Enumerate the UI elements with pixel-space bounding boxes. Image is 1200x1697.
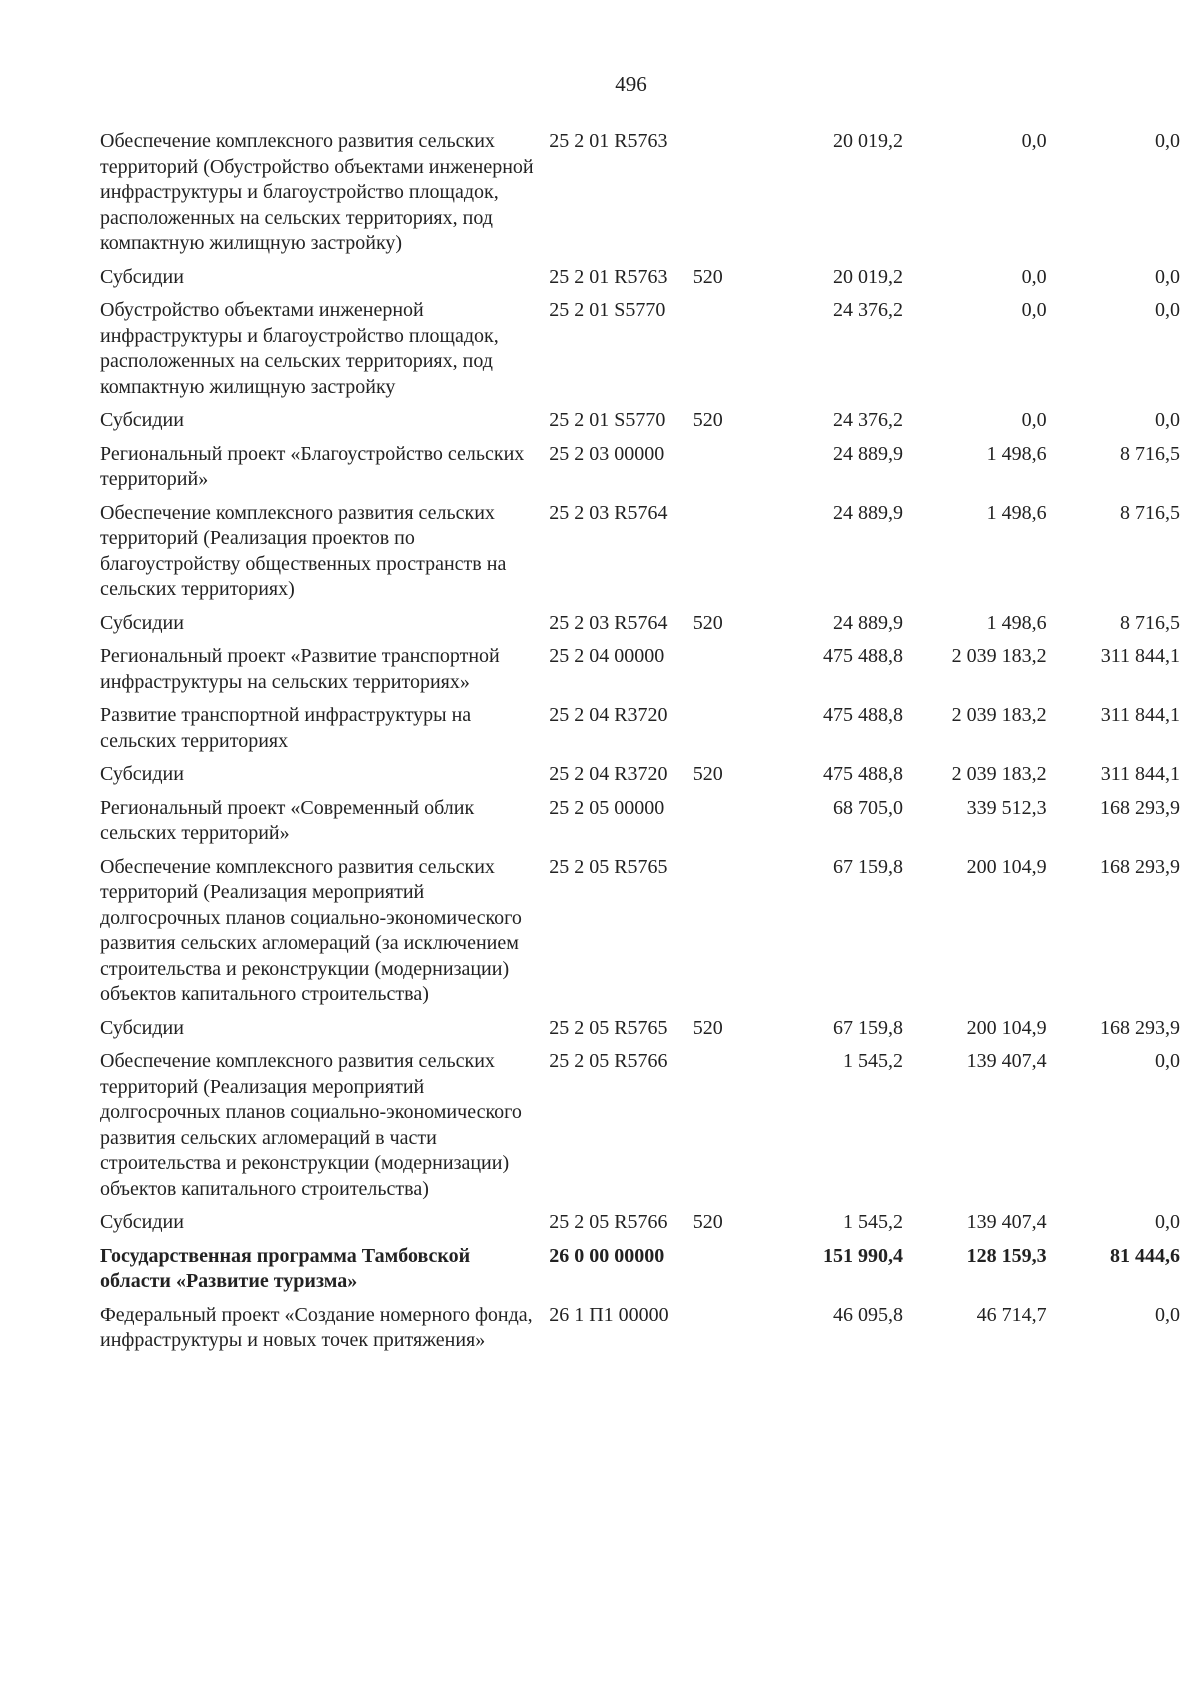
row-amount-3: 8 716,5 — [1120, 442, 1180, 465]
row-amount-3: 311 844,1 — [1100, 763, 1180, 785]
row-name: Обеспечение комплексного развития сельских территорий (Реализация проектов по благоустройству общественных пространств на сельских территориях) — [100, 501, 507, 600]
page-number: 496 — [615, 72, 647, 96]
row-expense-type — [693, 501, 755, 611]
row-code: 25 2 04 00000 — [549, 645, 665, 667]
table-row — [100, 611, 1180, 645]
row-amount-1: 1 545,2 — [843, 1211, 904, 1233]
row-code: 25 2 05 R5766 — [549, 1211, 668, 1233]
table-row — [100, 1303, 1180, 1362]
row-amount-3: 311 844,1 — [1100, 645, 1180, 667]
row-expense-type: 520 — [692, 409, 723, 431]
row-code: 25 2 03 R5764 — [549, 501, 668, 524]
table-row — [100, 855, 1180, 1016]
row-code: 25 2 04 R3720 — [549, 763, 668, 785]
row-code: 25 2 01 S5770 — [549, 299, 666, 321]
row-amount-3: 168 293,9 — [1100, 1016, 1180, 1039]
row-amount-2: 139 407,4 — [966, 1211, 1047, 1233]
row-expense-type — [693, 442, 755, 501]
row-expense-type: 520 — [692, 265, 723, 288]
row-expense-type: 520 — [692, 763, 723, 785]
row-amount-1: 46 095,8 — [833, 1303, 904, 1326]
row-amount-3: 168 293,9 — [1100, 796, 1180, 819]
row-amount-2: 200 104,9 — [966, 1016, 1047, 1039]
row-amount-2: 46 714,7 — [976, 1303, 1047, 1326]
table-row — [100, 129, 1180, 265]
row-amount-1: 151 990,4 — [823, 1244, 904, 1267]
row-code: 25 2 01 R5763 — [549, 265, 668, 288]
row-amount-2: 2 039 183,2 — [951, 704, 1047, 726]
table-row — [100, 703, 1180, 762]
row-name: Обустройство объектами инженерной инфраструктуры и благоустройство площадок, расположенных на сельских территориях, под компактную жилищную застройку — [100, 299, 499, 398]
row-amount-1: 475 488,8 — [823, 645, 904, 667]
row-amount-1: 24 376,2 — [833, 299, 904, 321]
table-row — [100, 298, 1180, 408]
table-row — [100, 644, 1180, 703]
row-amount-2: 1 498,6 — [986, 501, 1047, 524]
row-amount-3: 0,0 — [1155, 1303, 1180, 1326]
row-name: Обеспечение комплексного развития сельских территорий (Обустройство объектами инженерной инфраструктуры и благоустройство площадок, расположенных на сельских территориях, под компактную жилищную застройку) — [100, 130, 534, 254]
row-code: 25 2 01 R5763 — [549, 130, 668, 152]
table-row — [100, 501, 1180, 611]
row-code: 26 1 П1 00000 — [549, 1303, 669, 1326]
row-code: 25 2 03 R5764 — [549, 611, 668, 634]
row-name: Обеспечение комплексного развития сельских территорий (Реализация мероприятий долгосрочных планов социально-экономического развития сельских агломераций (за исключением строительства и реконструкции (модернизации) объектов капитального строительства) — [100, 855, 522, 1005]
row-amount-3: 8 716,5 — [1120, 501, 1180, 524]
row-amount-2: 128 159,3 — [966, 1244, 1047, 1267]
row-amount-1: 67 159,8 — [833, 855, 904, 878]
row-amount-2: 1 498,6 — [986, 611, 1047, 634]
row-amount-1: 475 488,8 — [823, 704, 904, 726]
row-expense-type — [693, 703, 755, 762]
row-name: Субсидии — [100, 611, 184, 634]
table-row — [100, 762, 1180, 796]
table-row — [100, 1210, 1180, 1244]
row-amount-1: 475 488,8 — [823, 763, 904, 785]
row-name: Государственная программа Тамбовской области «Развитие туризма» — [100, 1244, 471, 1292]
table-row — [100, 442, 1180, 501]
row-amount-2: 0,0 — [1021, 130, 1047, 152]
row-amount-1: 24 376,2 — [833, 409, 904, 431]
row-amount-3: 0,0 — [1155, 1211, 1180, 1233]
row-name: Субсидии — [100, 1211, 184, 1233]
row-name: Субсидии — [100, 1016, 184, 1039]
row-amount-3: 0,0 — [1155, 265, 1180, 288]
row-expense-type — [693, 298, 755, 408]
row-amount-3: 311 844,1 — [1100, 704, 1180, 726]
row-amount-2: 1 498,6 — [986, 442, 1047, 465]
row-name: Обеспечение комплексного развития сельских территорий (Реализация мероприятий долгосрочных планов социально-экономического развития сельских агломераций в части строительства и реконструкции (модернизации) объектов капитального строительства) — [100, 1050, 522, 1200]
row-expense-type: 520 — [692, 1016, 723, 1039]
row-expense-type — [693, 855, 755, 1016]
row-expense-type — [693, 129, 755, 265]
table-body — [100, 129, 1180, 1362]
row-amount-1: 24 889,9 — [833, 501, 904, 524]
row-amount-2: 2 039 183,2 — [951, 645, 1047, 667]
row-amount-2: 2 039 183,2 — [951, 763, 1047, 785]
row-amount-1: 20 019,2 — [833, 265, 904, 288]
row-amount-2: 0,0 — [1021, 265, 1047, 288]
row-amount-2: 0,0 — [1021, 299, 1047, 321]
row-amount-3: 0,0 — [1155, 299, 1180, 321]
row-amount-3: 168 293,9 — [1100, 855, 1180, 878]
row-expense-type: 520 — [692, 611, 723, 634]
row-amount-3: 0,0 — [1155, 1050, 1180, 1072]
row-code: 25 2 05 R5766 — [549, 1050, 668, 1072]
table-row — [100, 408, 1180, 442]
row-amount-1: 24 889,9 — [833, 611, 904, 634]
row-name: Субсидии — [100, 265, 184, 288]
row-code: 25 2 05 R5765 — [549, 855, 668, 878]
row-amount-2: 339 512,3 — [966, 796, 1047, 819]
row-code: 25 2 05 R5765 — [549, 1016, 668, 1039]
row-name: Региональный проект «Благоустройство сельских территорий» — [100, 442, 525, 490]
row-code: 25 2 05 00000 — [549, 796, 665, 819]
row-amount-2: 200 104,9 — [966, 855, 1047, 878]
row-name: Федеральный проект «Создание номерного фонда, инфраструктуры и новых точек притяжения» — [100, 1303, 533, 1351]
row-code: 26 0 00 00000 — [549, 1244, 665, 1267]
row-amount-1: 67 159,8 — [833, 1016, 904, 1039]
table-row — [100, 796, 1180, 855]
table-row — [100, 1016, 1180, 1050]
row-expense-type — [693, 1049, 755, 1210]
row-code: 25 2 04 R3720 — [549, 704, 668, 726]
row-amount-1: 20 019,2 — [833, 130, 904, 152]
row-amount-3: 8 716,5 — [1120, 611, 1180, 634]
row-expense-type — [693, 796, 755, 855]
row-amount-3: 0,0 — [1155, 130, 1180, 152]
row-name: Региональный проект «Современный облик сельских территорий» — [100, 796, 475, 844]
row-code: 25 2 03 00000 — [549, 442, 665, 465]
table-row — [100, 265, 1180, 299]
budget-table — [100, 129, 1180, 1362]
table-row — [100, 1049, 1180, 1210]
row-name: Субсидии — [100, 409, 184, 431]
row-expense-type — [693, 1303, 755, 1362]
row-expense-type: 520 — [692, 1211, 723, 1233]
row-code: 25 2 01 S5770 — [549, 409, 666, 431]
row-name: Развитие транспортной инфраструктуры на сельских территориях — [100, 704, 472, 752]
row-amount-3: 81 444,6 — [1110, 1244, 1180, 1267]
row-amount-2: 139 407,4 — [966, 1050, 1047, 1072]
row-expense-type — [693, 644, 755, 703]
row-amount-1: 68 705,0 — [833, 796, 904, 819]
row-amount-2: 0,0 — [1021, 409, 1047, 431]
row-amount-1: 1 545,2 — [843, 1050, 904, 1072]
row-amount-3: 0,0 — [1155, 409, 1180, 431]
row-expense-type — [693, 1244, 755, 1303]
row-name: Региональный проект «Развитие транспортной инфраструктуры на сельских территориях» — [100, 645, 500, 693]
row-amount-1: 24 889,9 — [833, 442, 904, 465]
table-row — [100, 1244, 1180, 1303]
row-name: Субсидии — [100, 763, 184, 785]
